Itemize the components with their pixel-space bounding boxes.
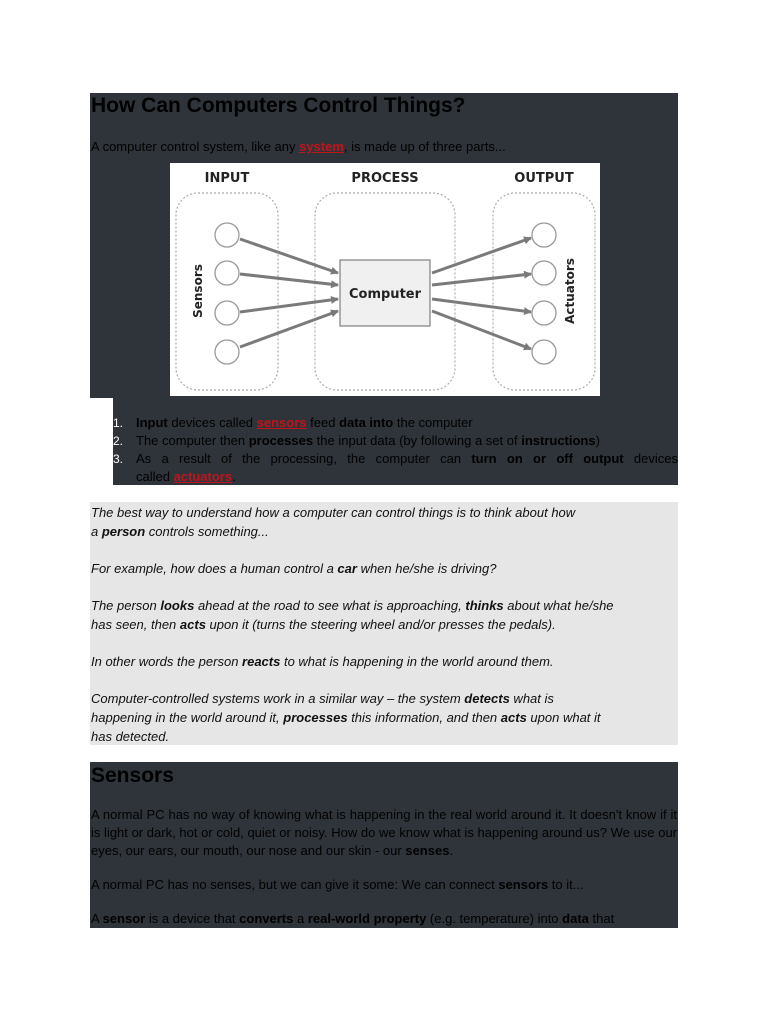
paragraph: The best way to understand how a computer can control things is to think about how a person controls something... [91,505,576,539]
sensor-node [215,301,239,325]
input-arrow [240,299,338,312]
list-item-continuation: called actuators. [136,469,236,484]
intro-text: A computer control system, like any system, is made up of three parts... [91,139,506,154]
paragraph: A normal PC has no senses, but we can give it some: We can connect sensors to it... [91,877,584,892]
step-number: 2. [113,434,124,448]
paragraph: In other words the person reacts to what is happening in the world around them. [91,654,554,669]
sensor-node [215,223,239,247]
output-arrow [432,238,531,273]
page-title: How Can Computers Control Things? [91,94,466,117]
actuators-link[interactable]: actuators [173,469,233,484]
paragraph: A sensor is a device that converts a real-world property (e.g. temperature) into data that [91,911,615,926]
sensors-side-label: Sensors [191,264,205,318]
computer-label: Computer [348,287,422,302]
input-label: INPUT [204,171,250,186]
output-arrow [432,311,531,349]
sensor-node [215,340,239,364]
process-label: PROCESS [351,171,419,186]
paragraph: For example, how does a human control a car when he/she is driving? [91,561,497,576]
actuator-node [532,261,556,285]
system-link[interactable]: system [299,139,344,154]
step-number: 1. [113,416,124,430]
paragraph: Computer-controlled systems work in a similar way – the system detects what is happening in the world around it, processes this information, and then acts upon what it has detected. [91,691,601,744]
section-title-sensors: Sensors [91,764,174,787]
control-system-diagram [170,163,600,396]
step-number: 3. [113,452,124,466]
output-arrow [432,274,531,285]
sensors-link[interactable]: sensors [256,415,307,430]
list-item: 3. As a result of the processing, the computer can turn on or off output devices [113,451,678,466]
actuator-node [532,301,556,325]
sensor-node [215,261,239,285]
list-item: 2. The computer then processes the input data (by following a set of instructions) [113,433,600,448]
input-arrow [240,311,338,347]
explanation-panel [90,502,678,745]
steps-list [113,414,678,486]
output-label: OUTPUT [514,171,574,186]
actuator-node [532,340,556,364]
list-item: 1. Input devices called sensors feed data into the computer [113,415,473,430]
paragraph: A normal PC has no way of knowing what is happening in the real world around it. It doesn't know if it is light or dark, hot or cold, quiet or noisy. How do we know what is happening around us? We use our eyes, our ears, our mouth, our nose and our skin - our senses. [91,807,677,858]
actuators-side-label: Actuators [563,258,577,324]
input-arrow [240,239,338,273]
output-arrow [432,299,531,312]
input-arrow [240,274,338,285]
actuator-node [532,223,556,247]
paragraph: The person looks ahead at the road to see what is approaching, thinks about what he/she has seen, then acts upon it (turns the steering wheel and/or presses the pedals). [91,598,614,632]
